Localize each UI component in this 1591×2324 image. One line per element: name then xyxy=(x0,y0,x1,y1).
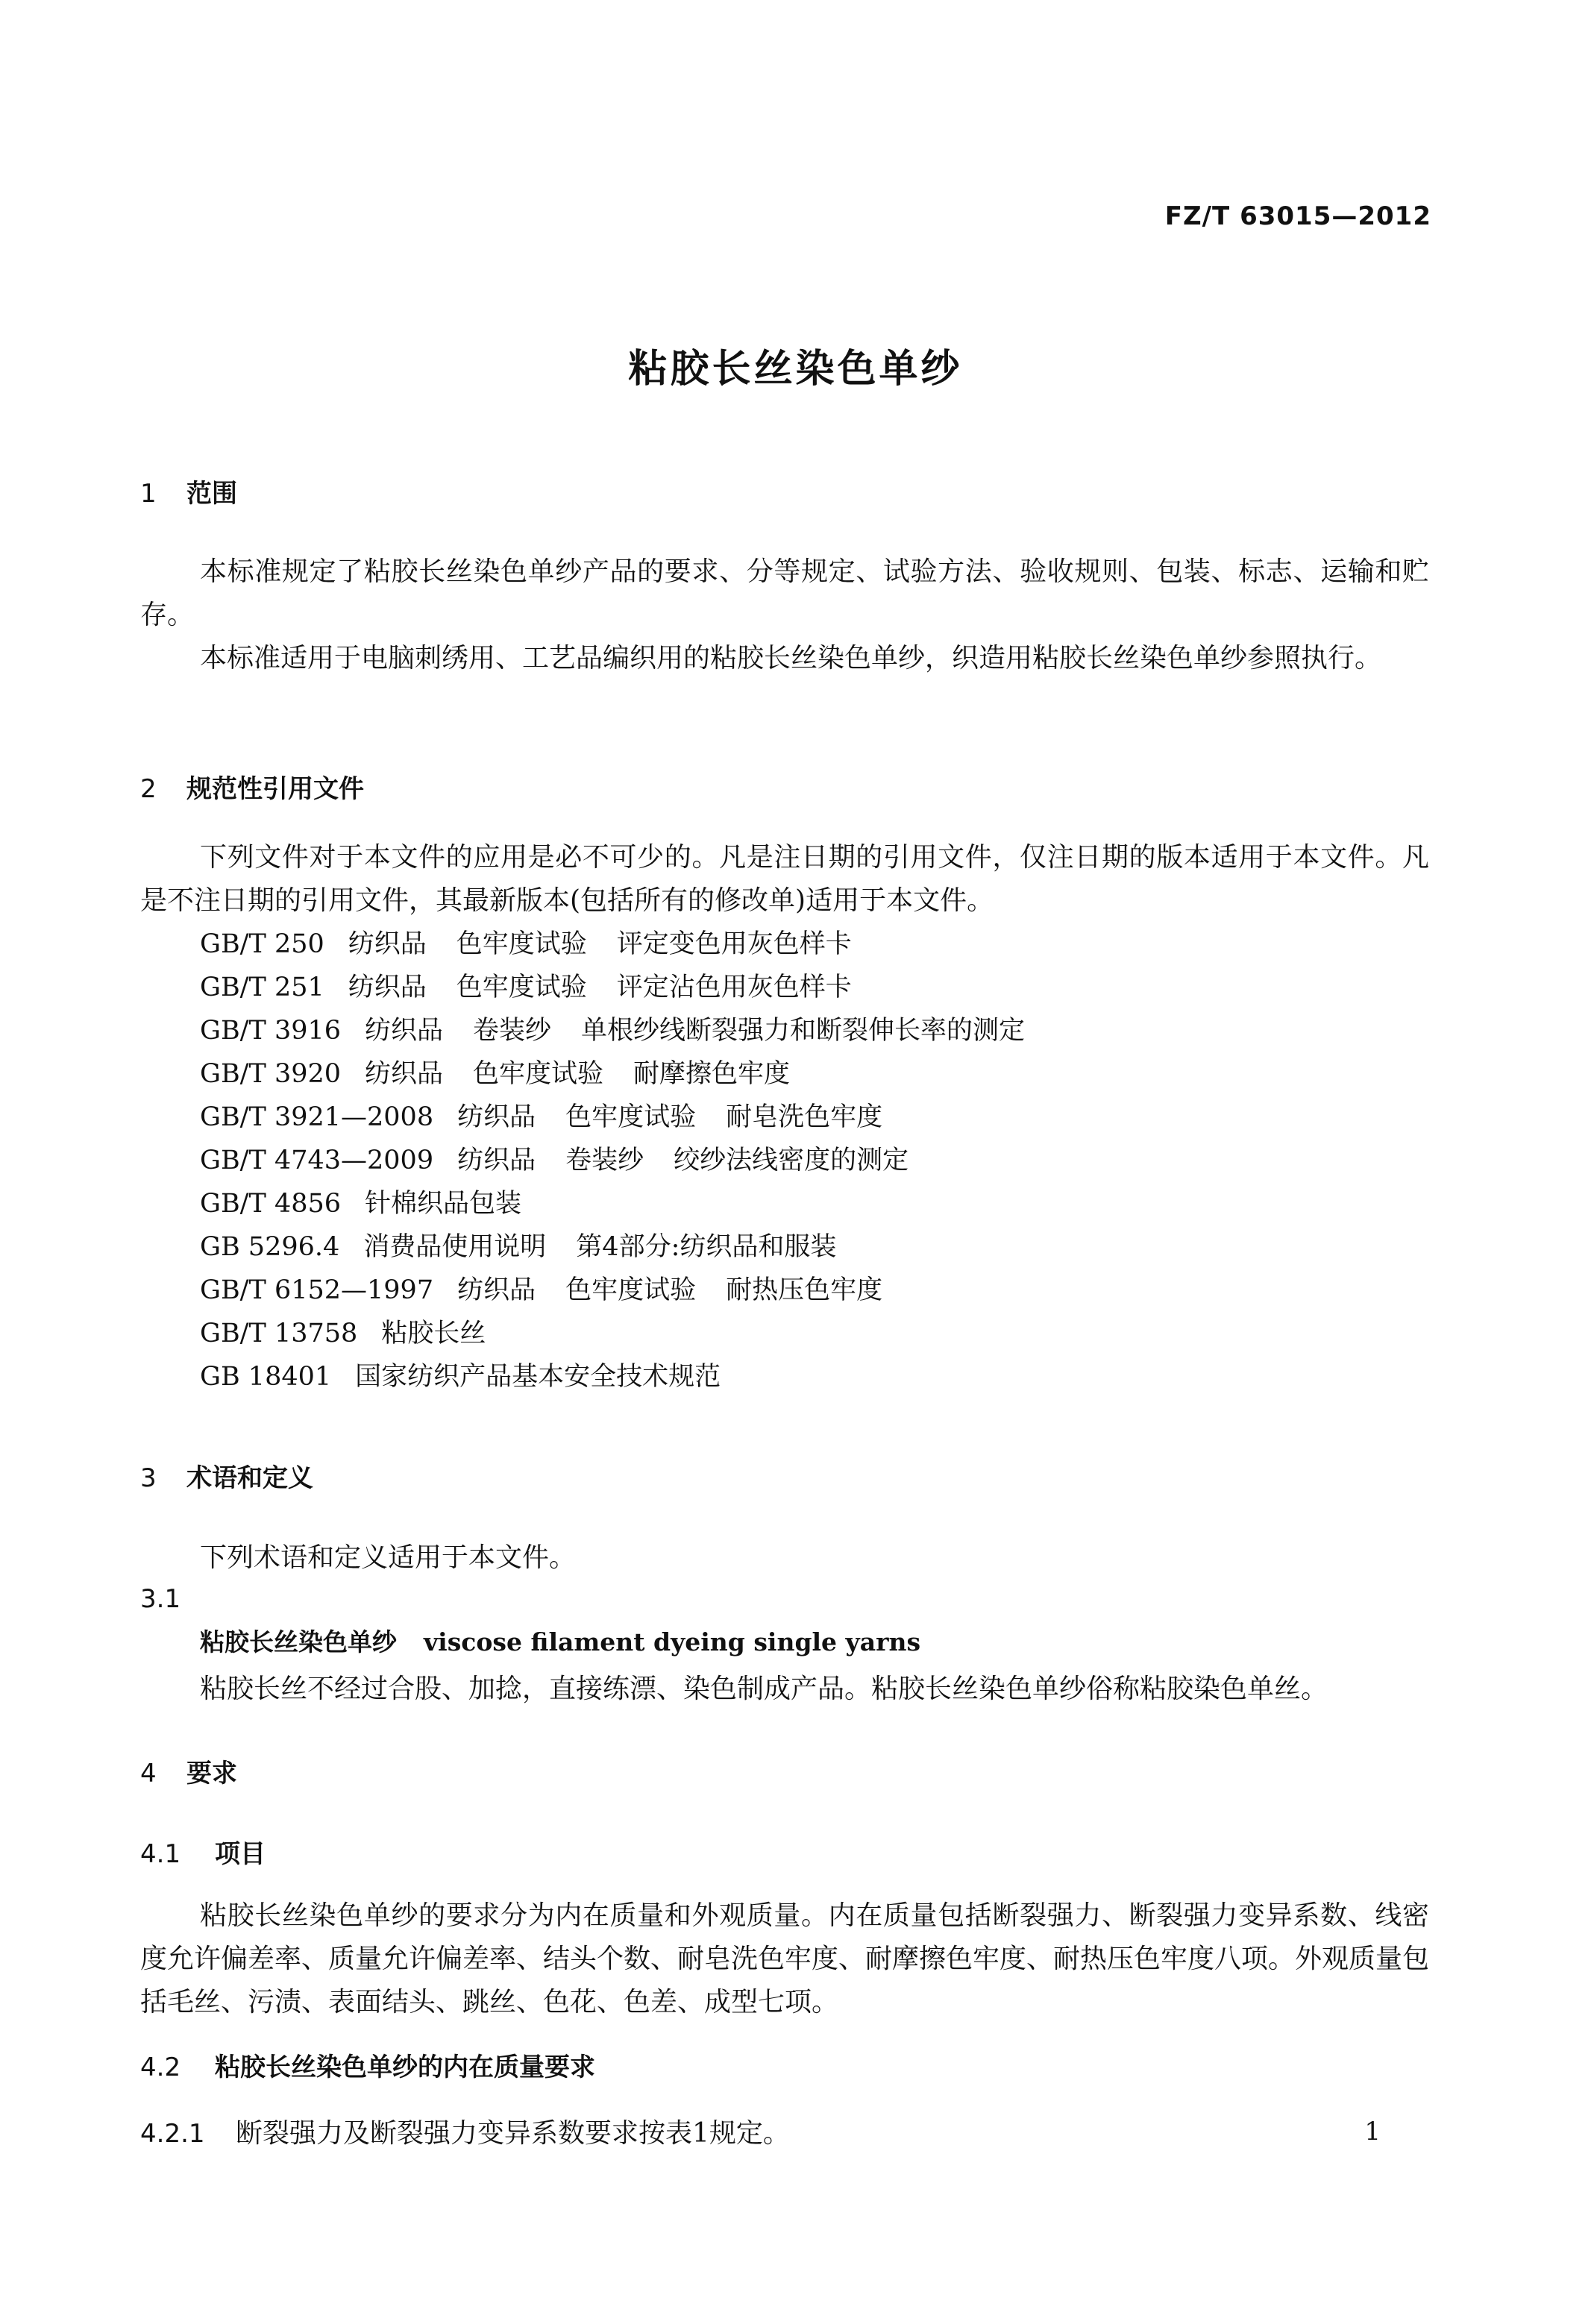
section-4-heading xyxy=(140,1753,237,1789)
reference-item: GB/T 250 纺织品 色牢度试验 评定变色用灰色样卡 xyxy=(200,923,1055,966)
section-number: 4 xyxy=(140,1759,157,1788)
items-paragraph: 粘胶长丝染色单纱的要求分为内在质量和外观质量。内在质量包括断裂强力、断裂强力变异系数、线密度允许偏差率、质量允许偏差率、结头个数、耐皂洗色牢度、耐摩擦色牢度、耐热压色牢度八项。外观质量包括毛丝、污渍、表面结头、跳丝、色花、色差、成型七项。 xyxy=(140,1900,1430,2017)
reference-code: GB/T 250 xyxy=(200,929,324,959)
reference-item: GB 5296.4 消费品使用说明 第4部分:纺织品和服装 xyxy=(200,1225,1055,1269)
reference-item: GB/T 4856 针棉织品包装 xyxy=(200,1182,1055,1225)
section-1-heading xyxy=(140,473,237,509)
references-intro: 下列文件对于本文件的应用是必不可少的。凡是注日期的引用文件，仅注日期的版本适用于本文件。凡是不注日期的引用文件，其最新版本(包括所有的修改单)适用于本文件。 xyxy=(140,842,1429,916)
reference-item: GB/T 4743—2009 纺织品 卷装纱 绞纱法线密度的测定 xyxy=(200,1139,1055,1182)
reference-item: GB/T 6152—1997 纺织品 色牢度试验 耐热压色牢度 xyxy=(200,1269,1055,1312)
clause-number: 4.2.1 xyxy=(140,2119,205,2149)
reference-code: GB 5296.4 xyxy=(200,1232,340,1262)
section-3-heading xyxy=(140,1457,313,1494)
scope-paragraph-1: 本标准规定了粘胶长丝染色单纱产品的要求、分等规定、试验方法、验收规则、包装、标志、运输和贮存。 xyxy=(140,556,1429,630)
subsection-4-2-heading xyxy=(140,2047,595,2083)
normative-reference-list xyxy=(200,923,1055,1398)
term-definition: 粘胶长丝不经过合股、加捻，直接练漂、染色制成产品。粘胶长丝染色单纱俗称粘胶染色单丝。 xyxy=(200,1674,1328,1704)
section-title: 规范性引用文件 xyxy=(186,774,364,804)
page-number: 1 xyxy=(1364,2117,1381,2146)
reference-code: GB/T 4856 xyxy=(200,1189,342,1219)
term-name-chinese: 粘胶长丝染色单纱 xyxy=(200,1627,397,1656)
subsection-number: 4.1 xyxy=(140,1839,181,1869)
reference-item: GB 18401 国家纺织产品基本安全技术规范 xyxy=(200,1355,1055,1398)
term-name-english: viscose filament dyeing single yarns xyxy=(424,1627,921,1656)
reference-code: GB/T 251 xyxy=(200,973,324,1002)
clause-4-2-1 xyxy=(140,2112,790,2150)
scope-paragraph-2: 本标准适用于电脑刺绣用、工艺品编织用的粘胶长丝染色单纱，织造用粘胶长丝染色单纱参照执行。 xyxy=(200,643,1382,673)
reference-item: GB/T 3920 纺织品 色牢度试验 耐摩擦色牢度 xyxy=(200,1052,1055,1096)
subsection-title: 粘胶长丝染色单纱的内在质量要求 xyxy=(215,2053,595,2082)
section-2-heading xyxy=(140,768,364,805)
reference-code: GB/T 3921—2008 xyxy=(200,1102,434,1132)
reference-code: GB/T 3920 xyxy=(200,1059,342,1089)
reference-item: GB/T 13758 粘胶长丝 xyxy=(200,1312,1055,1355)
document-title: 粘胶长丝染色单纱 xyxy=(628,347,963,392)
reference-code: GB/T 4743—2009 xyxy=(200,1146,434,1175)
reference-code: GB/T 6152—1997 xyxy=(200,1275,434,1305)
subsection-title: 项目 xyxy=(215,1839,266,1869)
subsection-4-1-heading xyxy=(140,1833,266,1870)
section-number: 3 xyxy=(140,1463,157,1493)
reference-item: GB/T 3916 纺织品 卷装纱 单根纱线断裂强力和断裂伸长率的测定 xyxy=(200,1009,1055,1052)
section-title: 范围 xyxy=(186,479,237,509)
section-number: 1 xyxy=(140,479,157,509)
standard-code: FZ/T 63015—2012 xyxy=(1164,201,1431,231)
subsection-number: 4.2 xyxy=(140,2053,181,2082)
clause-text: 断裂强力及断裂强力变异系数要求按表1规定。 xyxy=(236,2118,790,2149)
reference-code: GB/T 13758 xyxy=(200,1319,358,1348)
terms-intro: 下列术语和定义适用于本文件。 xyxy=(200,1542,577,1573)
reference-item: GB/T 3921—2008 纺织品 色牢度试验 耐皂洗色牢度 xyxy=(200,1096,1055,1139)
reference-item: GB/T 251 纺织品 色牢度试验 评定沾色用灰色样卡 xyxy=(200,966,1055,1009)
reference-code: GB/T 3916 xyxy=(200,1016,342,1046)
section-title: 术语和定义 xyxy=(186,1463,313,1493)
term-name xyxy=(200,1623,920,1658)
section-title: 要求 xyxy=(186,1759,237,1788)
section-number: 2 xyxy=(140,774,157,804)
reference-code: GB 18401 xyxy=(200,1362,332,1392)
term-number: 3.1 xyxy=(140,1584,181,1614)
